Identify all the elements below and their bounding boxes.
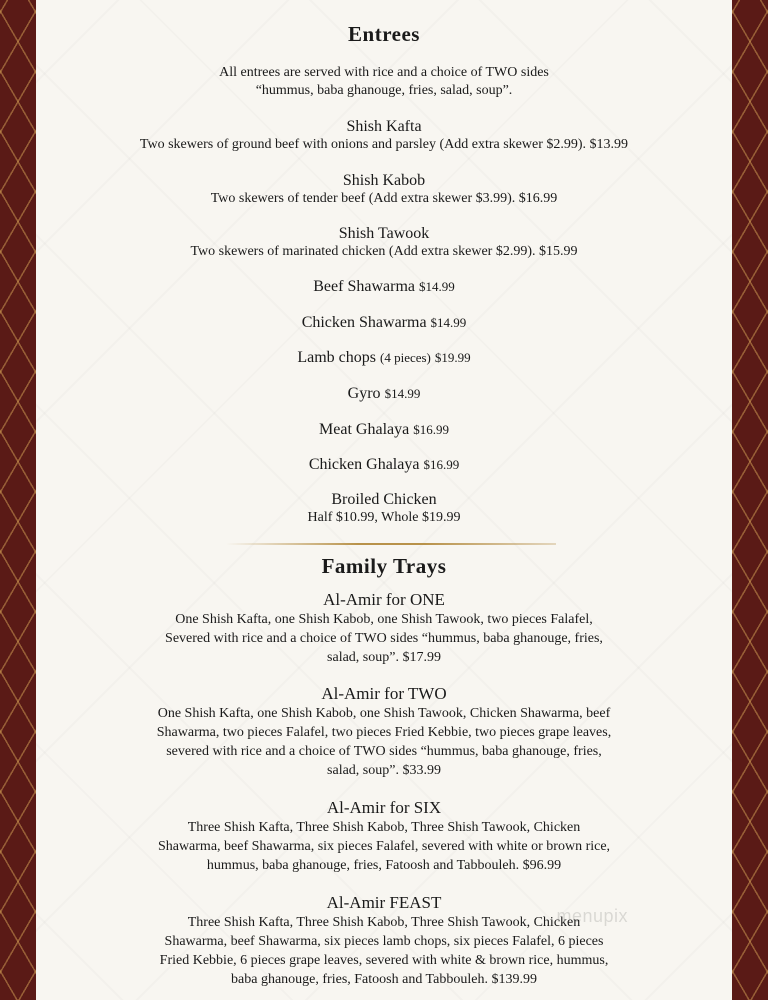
menu-item-lamb-chops [36,348,732,367]
family-trays-title: Family Trays [321,554,447,578]
menu-item-shish-kabob [36,171,732,208]
menu-item-name: Lamb chops [297,349,376,366]
menu-item-gyro [36,384,732,403]
menu-item-name: Shish Tawook [338,225,430,242]
menu-item-price: $14.99 [430,315,467,330]
menu-item-shish-kafta [36,117,732,154]
tray-desc-line: hummus, baba ghanouge, fries, Fatoosh and Tabbouleh. $96.99 [206,858,562,873]
menu-item-name: Shish Kafta [346,118,422,135]
watermark: menupix [556,906,628,926]
menu-item-name: Broiled Chicken [331,491,437,508]
tray-desc-line: One Shish Kafta, one Shish Kabob, one Shish Tawook, two pieces Falafel, [175,612,593,627]
menu-item-name: Meat Ghalaya [319,421,410,438]
menu-item-note: (4 pieces) [380,350,431,365]
menu-item-desc: Two skewers of ground beef with onions and parsley (Add extra skewer $2.99). $13.99 [139,137,629,152]
entrees-title: Entrees [348,22,420,46]
tray-desc-line: salad, soup”. $33.99 [327,763,441,778]
menu-item-price: $14.99 [384,386,421,401]
tray-desc-line: Three Shish Kafta, Three Shish Kabob, Three Shish Tawook, Chicken [187,820,581,835]
tray-desc-line: salad, soup”. $17.99 [327,650,441,665]
menu-item-name: Chicken Ghalaya [308,456,420,473]
entrees-intro-line: All entrees are served with rice and a choice of TWO sides [219,65,549,80]
tray-desc-line: Shawarma, beef Shawarma, six pieces Falafel, severed with white or brown rice, [157,839,611,854]
tray-name: Al-Amir for TWO [321,684,447,703]
menu-item-price: $19.99 [434,350,471,365]
left-decorative-border [0,0,36,1000]
tray-al-amir-one [36,590,732,667]
right-decorative-border [732,0,768,1000]
menu-item-beef-shawarma [36,277,732,296]
menu-item-desc: Two skewers of marinated chicken (Add extra skewer $2.99). $15.99 [190,244,578,259]
tray-desc-line: Fried Kebbie, 6 pieces grape leaves, severed with white & brown rice, hummus, [159,953,609,968]
tray-al-amir-feast [36,893,732,989]
menu-item-name: Chicken Shawarma [301,314,427,331]
entrees-intro [36,64,732,100]
menu-item-chicken-shawarma [36,313,732,332]
menu-item-desc: Two skewers of tender beef (Add extra skewer $3.99). $16.99 [210,191,558,206]
tray-name: Al-Amir for SIX [326,798,442,817]
menu-item-broiled-chicken [36,490,732,527]
tray-desc-line: Three Shish Kafta, Three Shish Kabob, Three Shish Tawook, Chicken [187,915,581,930]
tray-desc-line: One Shish Kafta, one Shish Kabob, one Shish Tawook, Chicken Shawarma, beef [157,706,611,721]
tray-al-amir-two [36,684,732,780]
tray-desc-line: severed with rice and a choice of TWO sides “hummus, baba ghanouge, fries, [166,744,602,759]
tray-name: Al-Amir FEAST [326,893,442,912]
menu-item-name: Gyro [347,385,381,402]
menu-item-desc: Half $10.99, Whole $19.99 [307,510,461,525]
tray-desc-line: Severed with rice and a choice of TWO sides “hummus, baba ghanouge, fries, [165,631,603,646]
tray-al-amir-six [36,798,732,875]
entrees-intro-line: “hummus, baba ghanouge, fries, salad, soup”. [255,83,513,98]
tray-desc-line: baba ghanouge, fries, Fatoosh and Tabbouleh. $139.99 [231,972,537,987]
menu-page [36,0,732,1000]
menu-item-price: $16.99 [423,457,460,472]
menu-item-name: Beef Shawarma [313,278,415,295]
tray-desc-line: Shawarma, two pieces Falafel, two pieces Fried Kebbie, two pieces grape leaves, [156,725,612,740]
tray-desc-line: Shawarma, beef Shawarma, six pieces lamb chops, six pieces Falafel, 6 pieces [164,934,604,949]
section-divider [226,543,556,545]
menu-item-name: Shish Kabob [342,172,426,189]
menu-item-price: $16.99 [413,422,449,437]
menu-item-chicken-ghalaya [36,455,732,474]
menu-item-meat-ghalaya [36,420,732,439]
tray-name: Al-Amir for ONE [323,590,445,609]
menu-item-shish-tawook [36,224,732,261]
menu-item-price: $14.99 [418,279,455,294]
